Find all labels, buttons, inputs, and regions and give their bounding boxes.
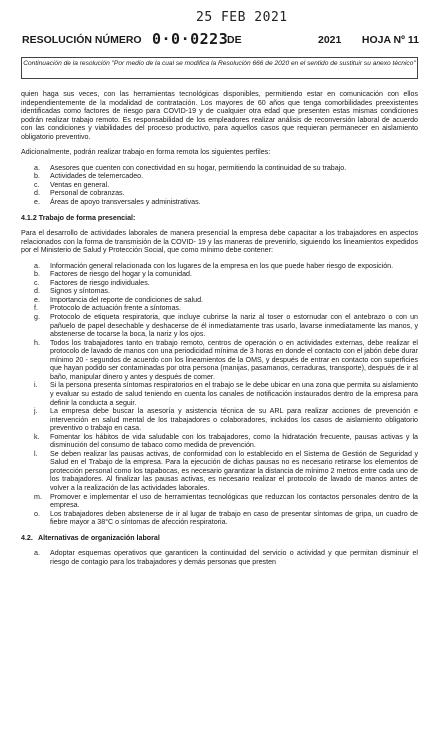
presencial-list bbox=[21, 262, 418, 527]
section-heading-4-1-2: 4.1.2 Trabajo de forma presencial: bbox=[21, 213, 136, 222]
list-item: d. Signos y síntomas. bbox=[34, 287, 110, 296]
list-item: j. La empresa debe buscar la asesoría y asistencia técnica de su ARL para realizar acciones de prevención e intervención en salud mental de los trabajadores o colaboradores, incluidos los casos de aislamiento obligatorio preventivo o trabajo en casa. bbox=[34, 407, 418, 433]
list-item: a. Asesores que cuenten con conectividad en su hogar, permitiendo la continuidad de su trabajo. bbox=[34, 163, 347, 172]
resolution-number: 0·0·0223 bbox=[152, 30, 229, 48]
page-number: HOJA Nº 11 bbox=[361, 34, 419, 46]
continuation-box bbox=[21, 57, 418, 79]
list-item: g. Protocolo de etiqueta respiratoria, que incluye cubrirse la nariz al toser o estornudar con el antebrazo o con un pañuelo de papel desechable y deshacerse de él inmediatamente tras usarlo, lavarse inmediatamente las manos, y abstenerse de tocarse la boca, la nariz y los ojos. bbox=[34, 313, 418, 339]
intro-paragraph: quien haga sus veces, con las herramientas tecnológicas disponibles, permitiendo estar en comunicación con ellos independientemente de la modalidad de contratación. Los mayores de 60 años que tenga comorbilidades preexistentes identificadas como factores de riesgo para COVID-19 y de cualquier otra edad que presenten estas mismas condiciones podrán realizar trabajo remoto. Es responsabilidad de los empleadores realizar análisis de reconversión laboral de acuerdo con las condiciones y viabilidades del proceso productivo, para aquellos casos que requieran permanecer en aislamiento obligatorio preventivo. bbox=[21, 90, 418, 141]
list-item: i. Si la persona presenta síntomas respiratorios en el trabajo se le debe ubicar en una zona que permita su aislamiento y evaluar su estado de salud teniendo en cuenta los canales de notificación instaurados dentro de la empresa para definir la conducta a seguir. bbox=[34, 381, 418, 407]
list-item: e. Importancia del reporte de condiciones de salud. bbox=[34, 295, 204, 304]
document-body bbox=[21, 90, 418, 573]
resolution-header bbox=[22, 30, 419, 50]
section-heading-4-2: 4.2. Alternativas de organización laboral bbox=[21, 533, 160, 542]
list-item: a. Adoptar esquemas operativos que garanticen la continuidad del servicio o actividad y que permitan disminuir el riesgo de contagio para los trabajadores y demás personas que presten bbox=[34, 549, 418, 566]
list-item: b. Actividades de telemercadeo. bbox=[34, 172, 144, 181]
remote-profiles-list bbox=[21, 164, 418, 207]
presencial-paragraph: Para el desarrollo de actividades laborales de manera presencial la empresa debe capacitar a los trabajadores en aspectos relacionados con la forma de transmisión de la COVID- 19 y las maneras de prevenirlo, siguiendo los lineamientos expedidos por el Ministerio de Salud y Protección Social, que como mínimo debe contener: bbox=[21, 229, 418, 255]
list-item: c. Factores de riesgo individuales. bbox=[34, 278, 150, 287]
list-item: b. Factores de riesgo del hogar y la comunidad. bbox=[34, 270, 192, 279]
date-stamp: 25 FEB 2021 bbox=[196, 10, 288, 25]
list-item: d. Personal de cobranzas. bbox=[34, 189, 125, 198]
list-item: m. Promover e implementar el uso de herramientas tecnológicas que reduzcan los contactos personales dentro de la empresa. bbox=[34, 492, 418, 510]
list-item: k. Fomentar los hábitos de vida saludable con los trabajadores, como la hidratación frecuente, pausas activas y la disminución del consumo de tabaco como medida de prevención. bbox=[34, 432, 418, 450]
list-item: l. Se deben realizar las pausas activas, de conformidad con lo establecido en el Sistema de Gestión de Seguridad y Salud en el Trabajo de la empresa. Para la ejecución de dichas pausas no es necesario retirarse los elementos de protección personal como los tapabocas, es necesario garantizar la distancia de mínimo 2 metros entre cada uno de los trabajadores. Al finalizar las pausas activas, es necesario realizar el protocolo de lavado de manos antes de volver a la realización de las actividades laborales. bbox=[34, 449, 418, 492]
resolution-label: RESOLUCIÓN NÚMERO bbox=[22, 34, 142, 46]
list-item: o. Los trabajadores deben abstenerse de ir al lugar de trabajo en caso de presentar síntomas de gripa, un cuadro de fiebre mayor a 38°C o síntomas de afección respiratoria. bbox=[34, 509, 418, 527]
list-item: a. Información general relacionada con los lugares de la empresa en los que puede haber riesgo de exposición. bbox=[34, 261, 394, 270]
list-item: c. Ventas en general. bbox=[34, 180, 110, 189]
additional-paragraph: Adicionalmente, podrán realizar trabajo en forma remota los siguientes perfiles: bbox=[21, 148, 271, 157]
list-item: e. Áreas de apoyo transversales y administrativas. bbox=[34, 198, 201, 207]
organization-list bbox=[21, 549, 418, 566]
resolution-year: 2021 bbox=[318, 34, 342, 46]
de-label: DE bbox=[227, 34, 242, 46]
continuation-text: Continuación de la resolución "Por medio de la cual se modifica la Resolución 666 de 2020 en el sentido de sustituir su anexo técnico" bbox=[23, 60, 416, 67]
list-item: f. Protocolo de actuación frente a síntomas. bbox=[34, 304, 181, 313]
list-item: h. Todos los trabajadores tanto en trabajo remoto, centros de operación o en actividades externas, debe realizar el protocolo de lavado de manos con una periodicidad mínima de 3 horas en donde el contacto con el jabón debe durar mínimo 20 - segundos de acuerdo con los lineamientos de la OMS, y después de entrar en contacto con superficies que hayan podido ser contaminadas por otra persona (manijas, pasamanos, cerraduras, transporte), después de ir al baño, manipular dinero y antes y después de comer. bbox=[34, 338, 418, 381]
